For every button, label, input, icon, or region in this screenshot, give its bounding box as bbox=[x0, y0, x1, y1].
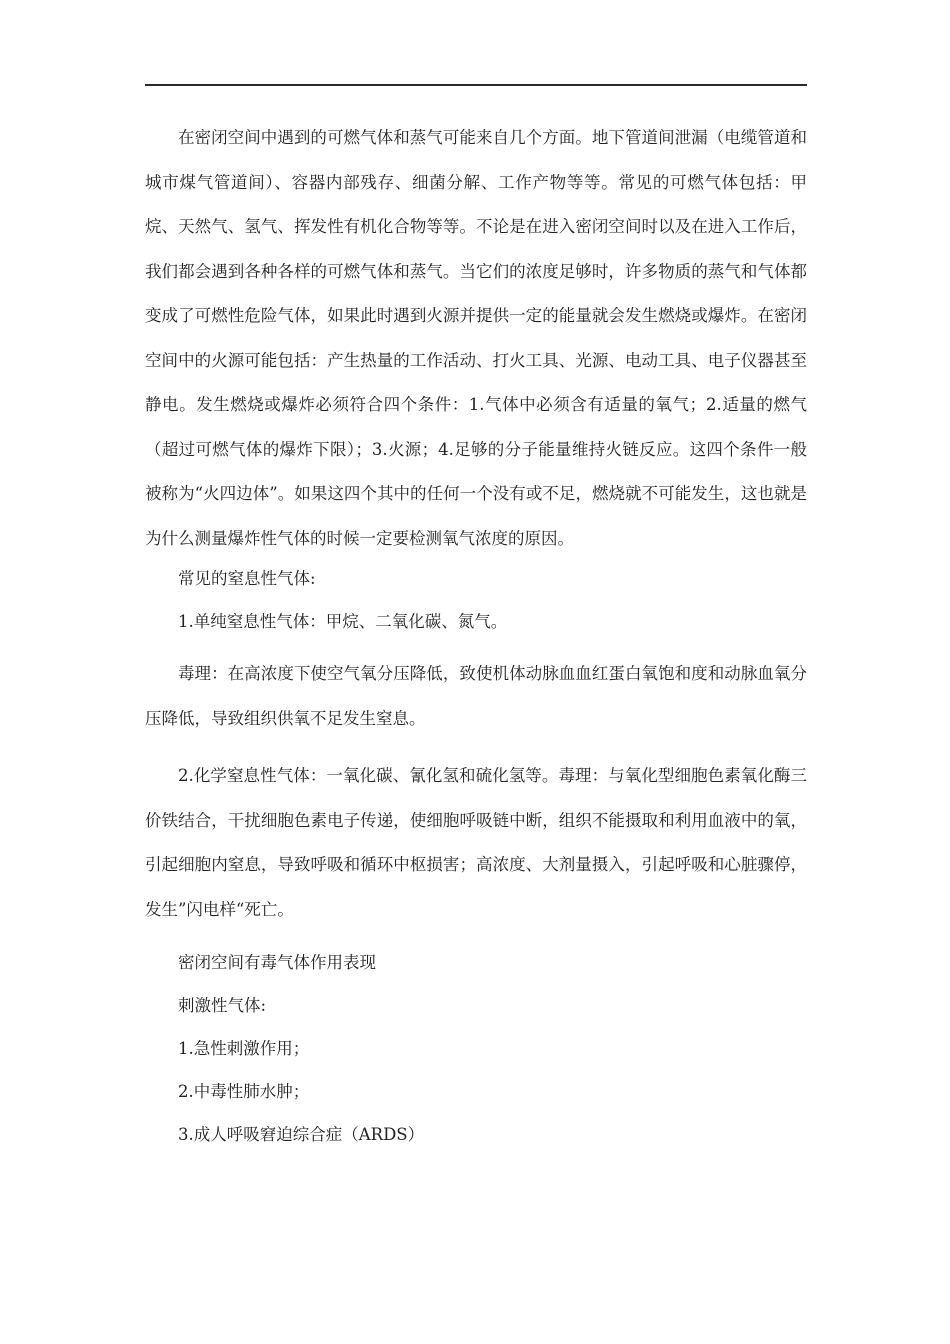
document-body bbox=[145, 116, 807, 1147]
list-item-acute-irritation: 1.急性刺激作用； bbox=[178, 1039, 310, 1058]
heading-asphyxiant-gases: 常见的窒息性气体: bbox=[178, 569, 316, 588]
paragraph-toxicology-simple: 毒理：在高浓度下使空气氧分压降低，致使机体动脉血血红蛋白氧饱和度和动脉血氧分压降低，导致组织供氧不足发生窒息。 bbox=[145, 664, 807, 728]
list-item-pulmonary-edema: 2.中毒性肺水肿； bbox=[178, 1082, 310, 1101]
list-item-ards: 3.成人呼吸窘迫综合症（ARDS） bbox=[178, 1125, 425, 1144]
paragraph-combustible-gases: 在密闭空间中遇到的可燃气体和蒸气可能来自几个方面。地下管道间泄漏（电缆管道和城市煤气管道间）、容器内部残存、细菌分解、工作产物等等。常见的可燃气体包括：甲烷、天然气、氢气、挥发性有机化合物等等。不论是在进入密闭空间时以及在进入工作后，我们都会遇到各种各样的可燃气体和蒸气。当它们的浓度足够时，许多物质的蒸气和气体都变成了可燃性危险气体，如果此时遇到火源并提供一定的能量就会发生燃烧或爆炸。在密闭空间中的火源可能包括：产生热量的工作活动、打火工具、光源、电动工具、电子仪器甚至静电。发生燃烧或爆炸必须符合四个条件：1.气体中必须含有适量的氧气；2.适量的燃气（超过可燃气体的爆炸下限）；3.火源；4.足够的分子能量维持火链反应。这四个条件一般被称为“火四边体”。如果这四个其中的任何一个没有或不足，燃烧就不可能发生，这也就是为什么测量爆炸性气体的时候一定要检测氧气浓度的原因。 bbox=[145, 128, 807, 548]
list-item-simple-asphyxiants: 1.单纯窒息性气体：甲烷、二氧化碳、氮气。 bbox=[178, 612, 508, 631]
heading-toxic-gas-effects: 密闭空间有毒气体作用表现 bbox=[178, 953, 376, 972]
paragraph-chemical-asphyxiants: 2.化学窒息性气体：一氧化碳、氰化氢和硫化氢等。毒理：与氧化型细胞色素氧化酶三价铁结合，干扰细胞色素电子传递，使细胞呼吸链中断，组织不能摄取和利用血液中的氧，引起细胞内窒息，导致呼吸和循环中枢损害；高浓度、大剂量摄入，引起呼吸和心脏骤停，发生”闪电样“死亡。 bbox=[145, 766, 807, 919]
header-rule bbox=[145, 84, 807, 86]
heading-irritant-gases: 刺激性气体: bbox=[178, 996, 267, 1015]
